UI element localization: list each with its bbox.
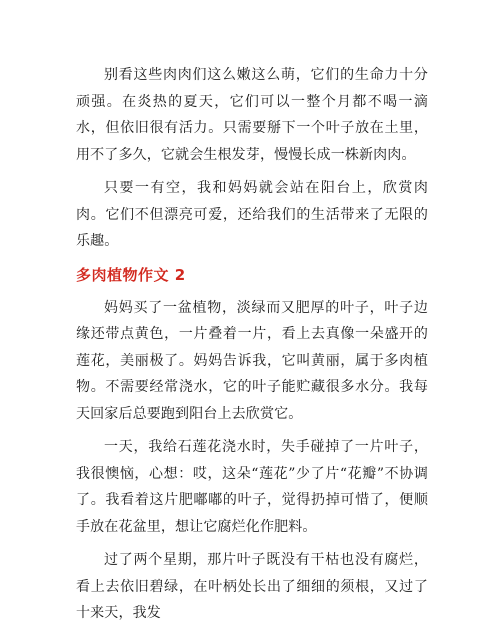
- paragraph-balcony-enjoyment: 只要一有空，我和妈妈就会站在阳台上，欣赏肉肉。它们不但漂亮可爱，还给我们的生活带来了无限的乐趣。: [76, 180, 428, 249]
- paragraph-gap: [76, 255, 428, 262]
- paragraph-gap: [76, 168, 428, 175]
- paragraph-gap: [76, 427, 428, 434]
- paragraph-succulent-vitality: 别看这些肉肉们这么嫩这么萌，它们的生命力十分顽强。在炎热的夏天，它们可以一整个月都不喝一滴水，但依旧很有活力。只需要掰下一个叶子放在土里，用不了多久，它就会生根发芽，慢慢长成一株新肉肉。: [76, 67, 428, 163]
- document-body: [76, 62, 428, 627]
- paragraph-mom-bought-plant: 妈妈买了一盆植物，淡绿而又肥厚的叶子，叶子边缘还带点黄色，一片叠着一片，看上去真像一朵盛开的莲花，美丽极了。妈妈告诉我，它叫黄丽，属于多肉植物。不需要经常浇水，它的叶子能贮藏很多水分。我每天回家后总要跑到阳台上去欣赏它。: [76, 299, 428, 422]
- paragraph-gap: [76, 288, 428, 295]
- paragraph-leaf-fell: 一天，我给石莲花浇水时，失手碰掉了一片叶子，我很懊恼，心想：哎，这朵“莲花”少了片“花瓣”不协调了。我看着这片肥嘟嘟的叶子，觉得扔掉可惜了，便顺手放在花盆里，想让它腐烂化作肥料。: [76, 439, 428, 535]
- paragraph-gap: [76, 540, 428, 547]
- section-heading: 多肉植物作文 2: [76, 265, 186, 284]
- paragraph-two-weeks-later: 过了两个星期，那片叶子既没有干枯也没有腐烂，看上去依旧碧绿，在叶柄处长出了细细的须根，又过了十来天，我发: [76, 552, 428, 621]
